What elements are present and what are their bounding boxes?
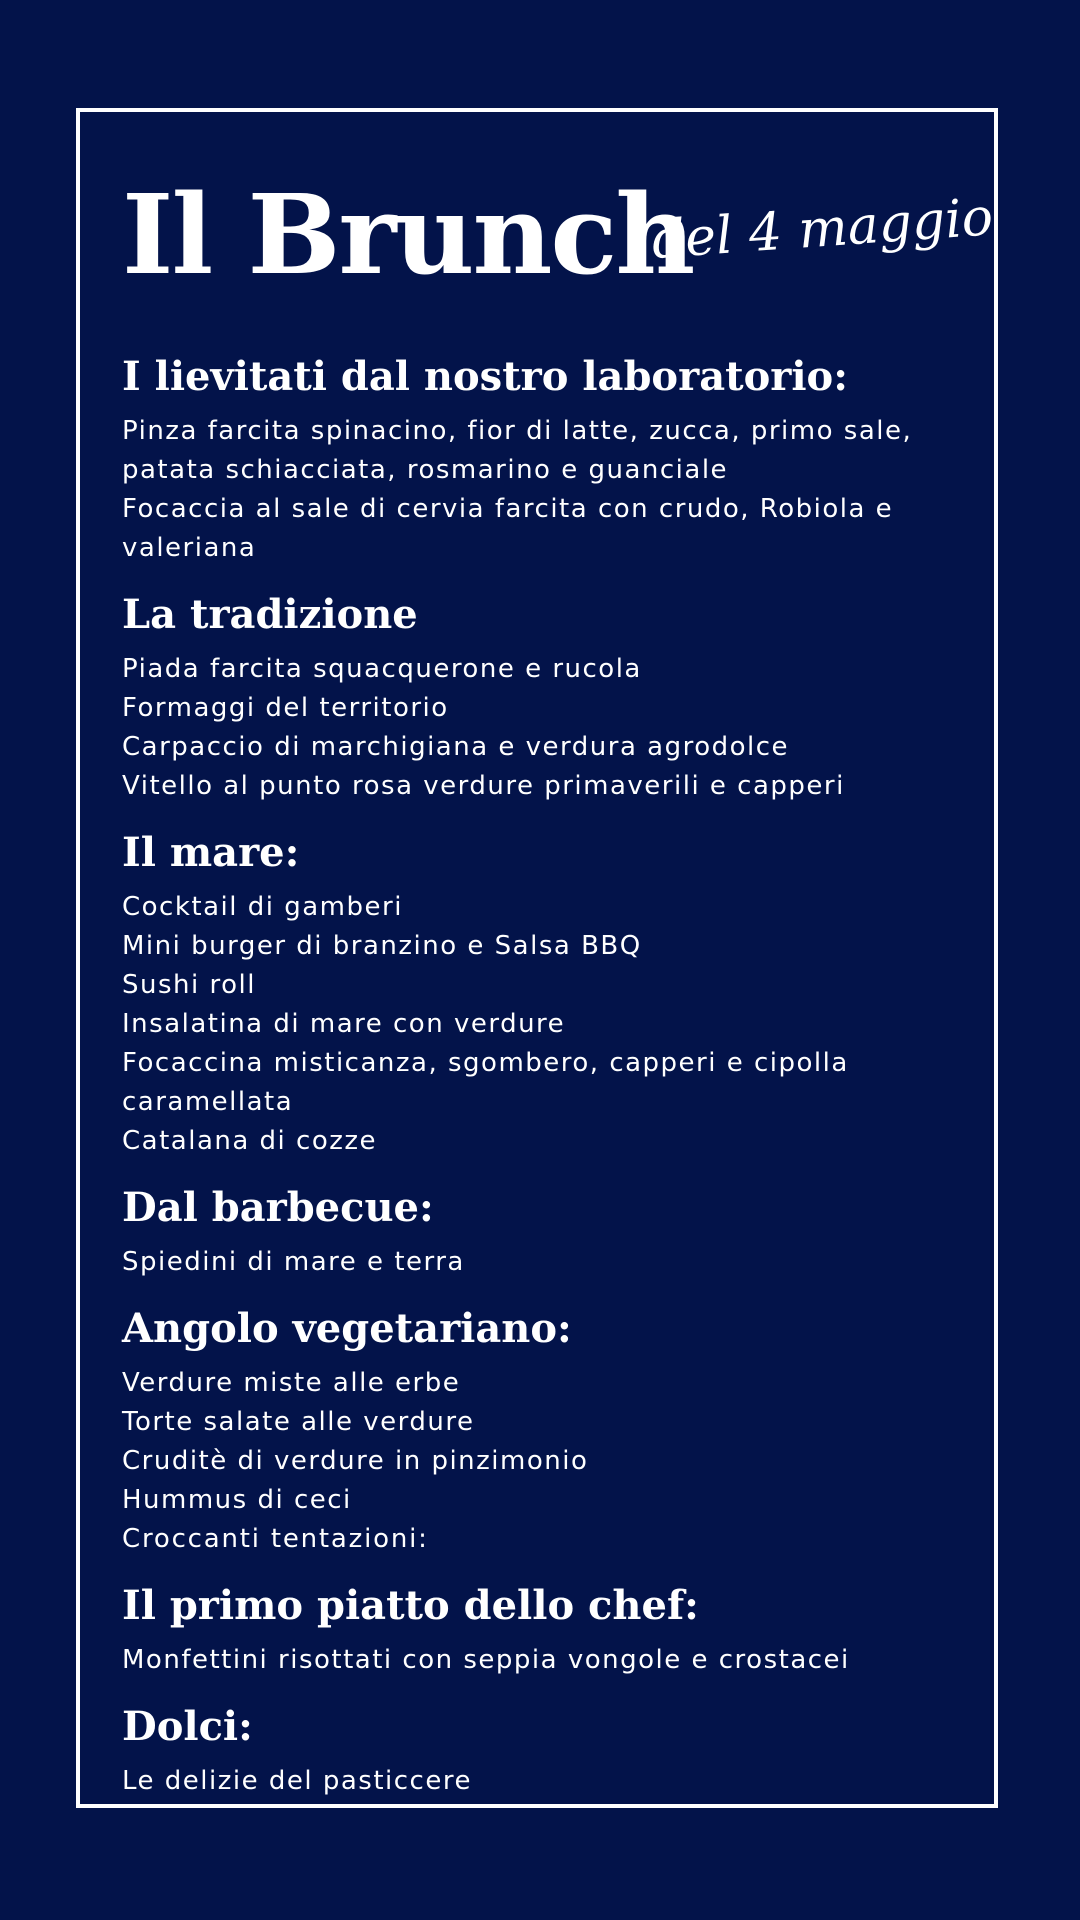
menu-item: caramellata xyxy=(122,1087,294,1117)
section-items xyxy=(122,1364,962,1559)
menu-item: Mini burger di branzino e Salsa BBQ xyxy=(122,931,642,961)
menu-item: Vitello al punto rosa verdure primaverili e capperi xyxy=(122,771,845,801)
section-items xyxy=(122,650,962,806)
section-barbecue xyxy=(122,1179,962,1282)
menu-item: Torte salate alle verdure xyxy=(122,1407,475,1437)
menu-content xyxy=(122,348,962,1801)
section-tradizione xyxy=(122,586,962,806)
menu-item: valeriana xyxy=(122,533,257,563)
section-items xyxy=(122,1243,962,1282)
title-row xyxy=(122,170,995,340)
menu-item: Cruditè di verdure in pinzimonio xyxy=(122,1446,589,1476)
page-title: Il Brunch xyxy=(122,170,694,299)
menu-item: patata schiacciata, rosmarino e guanciale xyxy=(122,455,729,485)
menu-item: Cocktail di gamberi xyxy=(122,892,403,922)
menu-item: Croccanti tentazioni: xyxy=(122,1524,429,1554)
section-heading: I lievitati dal nostro laboratorio: xyxy=(122,353,848,400)
menu-item: Carpaccio di marchigiana e verdura agrodolce xyxy=(122,732,790,762)
menu-item: Monfettini risottati con seppia vongole e crostacei xyxy=(122,1645,850,1675)
section-heading: Il mare: xyxy=(122,829,300,876)
menu-item: Le delizie del pasticcere xyxy=(122,1766,472,1796)
menu-item: Pinza farcita spinacino, fior di latte, zucca, primo sale, xyxy=(122,416,913,446)
section-items xyxy=(122,412,962,568)
page-subtitle-date: del 4 maggio xyxy=(649,187,995,271)
menu-item: Spiedini di mare e terra xyxy=(122,1247,465,1277)
section-primo-piatto xyxy=(122,1577,962,1680)
menu-item: Formaggi del territorio xyxy=(122,693,449,723)
section-items xyxy=(122,1762,962,1801)
section-heading: Dolci: xyxy=(122,1703,253,1750)
section-dolci xyxy=(122,1698,962,1801)
menu-item: Sushi roll xyxy=(122,970,256,1000)
section-items xyxy=(122,888,962,1161)
section-items xyxy=(122,1641,962,1680)
section-heading: Il primo piatto dello chef: xyxy=(122,1582,699,1629)
menu-item: Focaccina misticanza, sgombero, capperi e cipolla xyxy=(122,1048,849,1078)
menu-item: Hummus di ceci xyxy=(122,1485,352,1515)
section-mare xyxy=(122,824,962,1161)
menu-item: Catalana di cozze xyxy=(122,1126,378,1156)
menu-item: Insalatina di mare con verdure xyxy=(122,1009,566,1039)
section-heading: Angolo vegetariano: xyxy=(122,1305,572,1352)
section-lievitati xyxy=(122,348,962,568)
menu-item: Verdure miste alle erbe xyxy=(122,1368,461,1398)
menu-item: Piada farcita squacquerone e rucola xyxy=(122,654,642,684)
menu-item: Focaccia al sale di cervia farcita con crudo, Robiola e xyxy=(122,494,894,524)
section-vegetariano xyxy=(122,1300,962,1559)
section-heading: Dal barbecue: xyxy=(122,1184,434,1231)
section-heading: La tradizione xyxy=(122,591,418,638)
